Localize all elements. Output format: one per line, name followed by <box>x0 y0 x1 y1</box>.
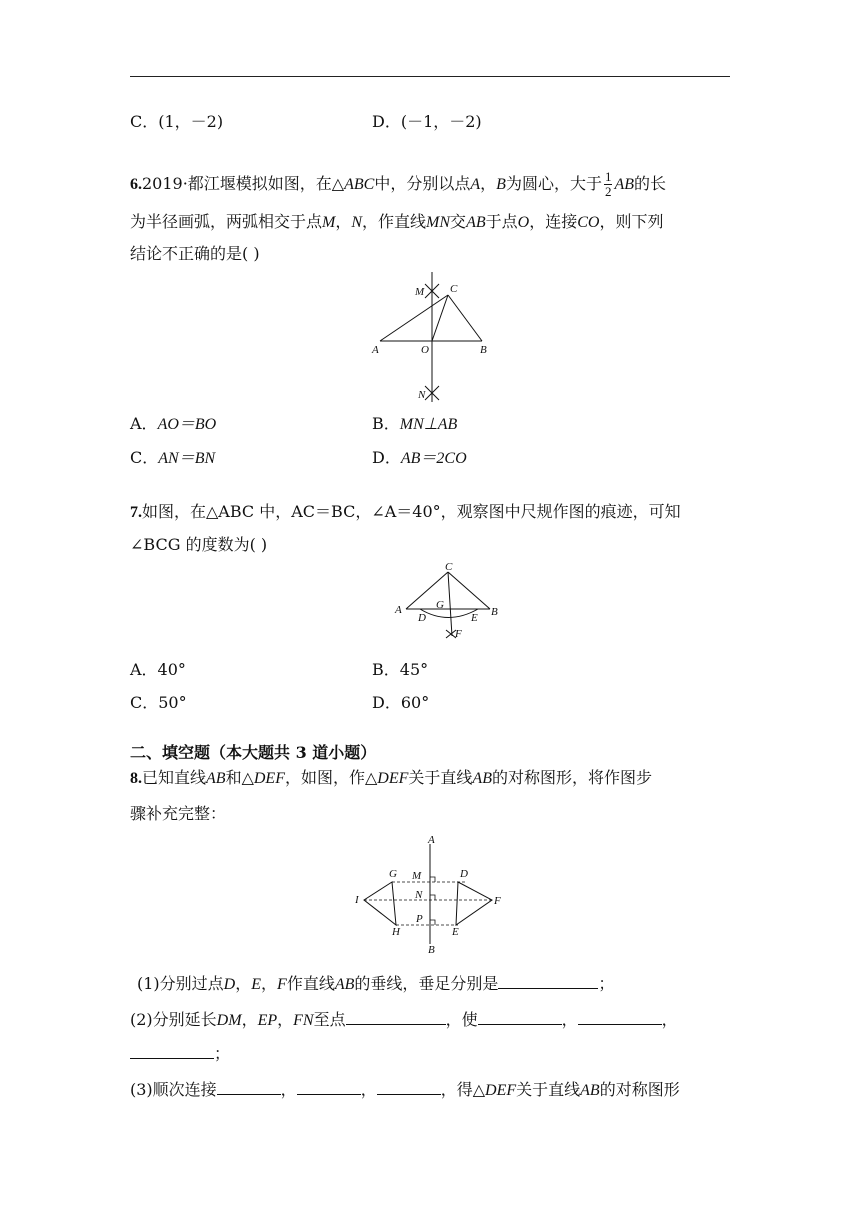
segment-co <box>432 295 448 341</box>
right-angle-m <box>430 877 435 882</box>
q5-option-d: D．(－1，－2) <box>372 112 482 131</box>
q7-option-b: B．45° <box>372 660 429 679</box>
q5-option-c: C．(1，－2) <box>130 112 224 131</box>
label-d: D <box>418 612 426 624</box>
label-d: D <box>460 868 468 880</box>
label-p: P <box>416 913 423 925</box>
q6-number: 6. <box>130 176 142 193</box>
triangle-ghi <box>364 882 396 925</box>
q7-line2: ∠BCG 的度数为( ) <box>130 535 268 554</box>
answer-blank[interactable] <box>130 1042 214 1059</box>
q7-line1: 7.如图，在△ABC 中，AC＝BC，∠A＝40°，观察图中尺规作图的痕迹，可知 <box>130 502 681 521</box>
segment-cb <box>448 295 482 341</box>
label-m: M <box>412 870 422 882</box>
right-angle-n <box>430 895 435 900</box>
arc-de <box>420 609 478 618</box>
label-a: A <box>372 344 379 356</box>
q6-line1: 6.2019·都江堰模拟如图，在△ABC中，分别以点A，B为圆心，大于 $\frac{1}{2}$ AB的长 <box>130 169 667 199</box>
section-heading: 二、填空题（本大题共 3 道小题） <box>130 743 377 762</box>
q8-line1: 8.已知直线AB和△DEF，如图，作△DEF关于直线AB的对称图形，将作图步 <box>130 768 652 787</box>
q7-figure <box>392 560 504 644</box>
label-f: F <box>494 895 501 907</box>
q8-step1: (1)分别过点D，E，F作直线AB的垂线，垂足分别是 ； <box>137 974 615 993</box>
answer-blank[interactable] <box>478 1008 562 1025</box>
q8-line2: 骤补充完整： <box>130 804 227 823</box>
answer-blank[interactable] <box>346 1008 446 1025</box>
right-angle-p <box>430 920 435 925</box>
label-b: B <box>428 944 435 956</box>
q7-option-c: C．50° <box>130 693 187 712</box>
q6-option-a: A．AO＝BO <box>130 414 217 433</box>
label-n: N <box>418 389 426 401</box>
q7-option-a: A．40° <box>130 660 186 679</box>
q8-step2: (2)分别延长DM，EP，FN至点 ，使 ， ， <box>130 1010 678 1029</box>
label-a: A <box>395 604 402 616</box>
label-f: F <box>455 628 462 640</box>
q6-figure <box>370 270 510 405</box>
answer-blank[interactable] <box>377 1078 441 1095</box>
answer-blank[interactable] <box>578 1008 662 1025</box>
q6-line3: 结论不正确的是( ) <box>130 244 260 263</box>
q6-option-c: C．AN＝BN <box>130 448 216 467</box>
q8-step3: (3)顺次连接 ， ， ，得△DEF关于直线AB的对称图形 <box>130 1080 680 1099</box>
label-o: O <box>421 344 429 356</box>
label-e: E <box>471 612 478 624</box>
q6-option-b: B．MN⊥AB <box>372 414 458 433</box>
label-m: M <box>415 286 425 298</box>
fraction-one-half: $\frac{1}{2}$ <box>604 169 612 199</box>
q8-figure <box>352 836 508 956</box>
q7-option-d: D．60° <box>372 693 430 712</box>
bisector-cf <box>448 572 452 636</box>
answer-blank[interactable] <box>297 1078 361 1095</box>
q6-line2: 为半径画弧，两弧相交于点M，N，作直线MN交AB于点O，连接CO，则下列 <box>130 212 664 231</box>
label-e: E <box>452 926 459 938</box>
label-g: G <box>389 868 397 880</box>
triangle-def <box>456 882 492 925</box>
answer-blank[interactable] <box>217 1078 281 1095</box>
label-n: N <box>415 889 423 901</box>
label-i: I <box>355 894 359 906</box>
segment-ac <box>380 295 448 341</box>
label-c: C <box>450 283 458 295</box>
header-rule <box>130 76 730 77</box>
q6-option-d: D．AB＝2CO <box>372 448 467 467</box>
label-g: G <box>436 599 444 611</box>
label-b: B <box>491 606 498 618</box>
answer-blank[interactable] <box>498 972 598 989</box>
segment-cb <box>448 572 490 609</box>
label-a: A <box>428 834 435 846</box>
label-c: C <box>445 561 453 573</box>
q8-step2-cont: ； <box>130 1042 230 1064</box>
label-b: B <box>480 344 487 356</box>
label-h: H <box>392 926 400 938</box>
